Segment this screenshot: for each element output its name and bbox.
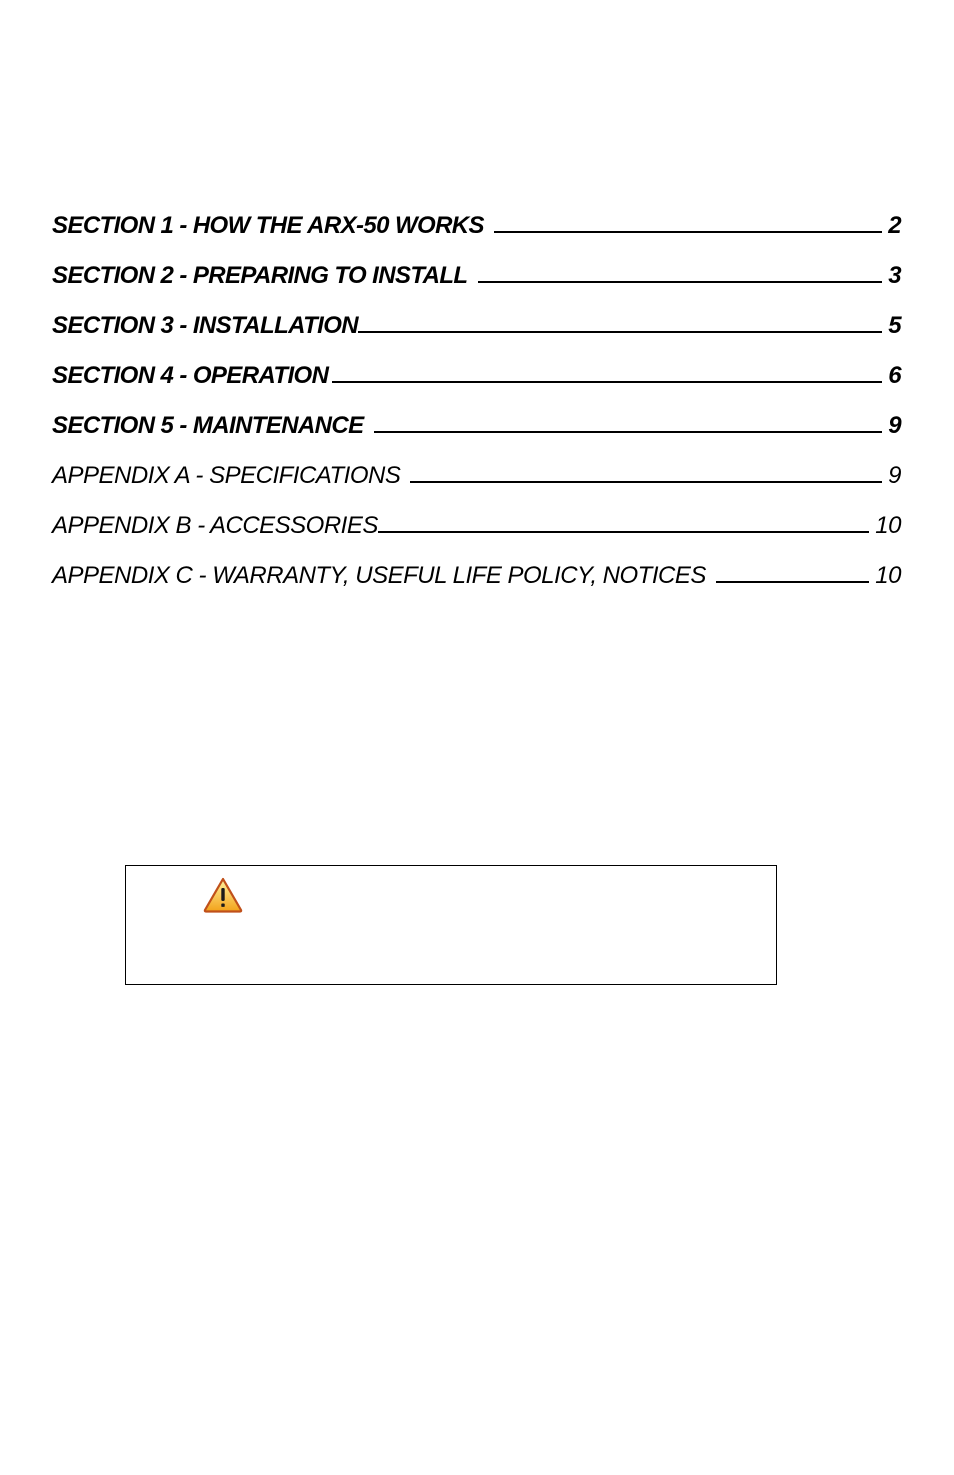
table-of-contents xyxy=(52,190,901,590)
toc-leader-line xyxy=(410,481,882,483)
toc-leader-line xyxy=(358,331,882,333)
toc-entry-page: 6 xyxy=(888,362,901,389)
warning-notice-box xyxy=(125,865,777,985)
toc-leader-line xyxy=(494,231,882,233)
toc-entry-page: 9 xyxy=(888,412,901,439)
toc-entry-page: 5 xyxy=(888,312,901,339)
toc-entry-title: APPENDIX B - ACCESSORIES xyxy=(52,512,378,539)
toc-leader-line xyxy=(478,281,883,283)
toc-entry-title: APPENDIX C - WARRANTY, USEFUL LIFE POLICY, NOTICES xyxy=(52,562,706,589)
toc-leader-line xyxy=(374,431,883,433)
toc-entry-appendix-b[interactable] xyxy=(52,490,901,540)
toc-entry-section-2[interactable] xyxy=(52,240,901,290)
toc-entry-title: APPENDIX A - SPECIFICATIONS xyxy=(52,462,401,489)
toc-entry-page: 10 xyxy=(875,562,901,589)
toc-entry-section-1[interactable] xyxy=(52,190,901,240)
toc-entry-title: SECTION 1 - HOW THE ARX-50 WORKS xyxy=(52,212,484,239)
toc-leader-line xyxy=(378,531,869,533)
toc-entry-title: SECTION 3 - INSTALLATION xyxy=(52,312,359,339)
toc-leader-line xyxy=(716,581,869,583)
toc-entry-section-4[interactable] xyxy=(52,340,901,390)
toc-entry-page: 2 xyxy=(888,212,901,239)
toc-entry-page: 10 xyxy=(875,512,901,539)
toc-entry-section-5[interactable] xyxy=(52,390,901,440)
toc-entry-title: SECTION 2 - PREPARING TO INSTALL xyxy=(52,262,468,289)
warning-triangle-icon xyxy=(203,877,243,913)
toc-entry-appendix-a[interactable] xyxy=(52,440,901,490)
toc-entry-appendix-c[interactable] xyxy=(52,540,901,590)
toc-entry-page: 9 xyxy=(888,462,901,489)
toc-entry-title: SECTION 4 - OPERATION xyxy=(52,362,329,389)
toc-entry-page: 3 xyxy=(888,262,901,289)
toc-leader-line xyxy=(332,381,882,383)
toc-entry-section-3[interactable] xyxy=(52,290,901,340)
toc-entry-title: SECTION 5 - MAINTENANCE xyxy=(52,412,364,439)
